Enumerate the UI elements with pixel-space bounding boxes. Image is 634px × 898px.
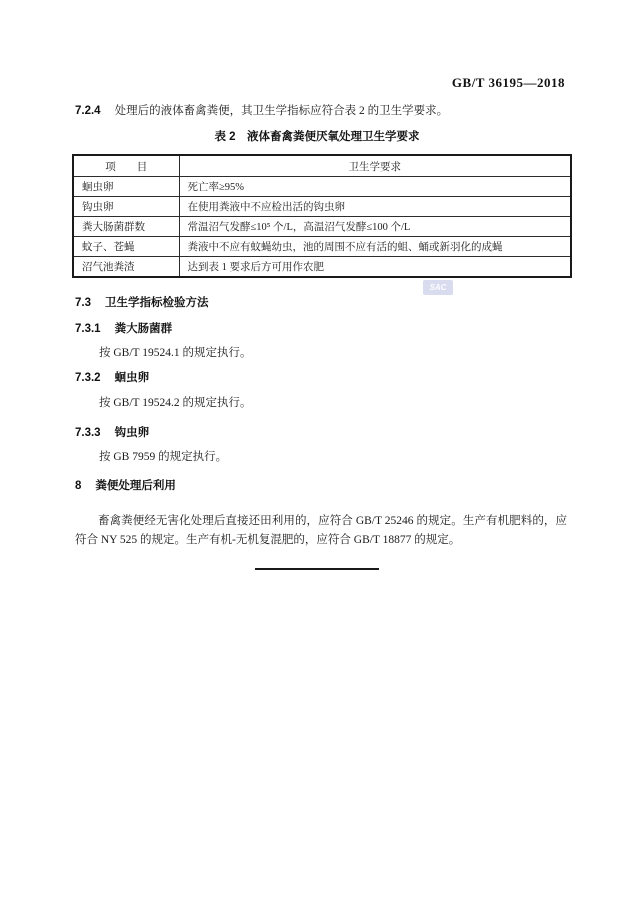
heading-8-number: 8 — [75, 480, 82, 492]
table-cell-requirement: 粪液中不应有蚊蝇幼虫，池的周围不应有活的蛆、蛹或新羽化的成蝇 — [179, 237, 571, 257]
table-cell-requirement: 达到表 1 要求后方可用作农肥 — [179, 257, 571, 278]
table-2-col-item: 项 目 — [73, 155, 179, 177]
heading-7-3-title: 卫生学指标检验方法 — [105, 297, 209, 309]
standard-code-header: GB/T 36195—2018 — [451, 75, 565, 90]
table-cell-requirement: 在使用粪液中不应检出活的钩虫卵 — [179, 197, 571, 217]
clause-7-2-4-text: 处理后的液体畜禽粪便，其卫生学指标应符合表 2 的卫生学要求。 — [114, 105, 449, 117]
end-of-document-rule — [255, 568, 379, 570]
heading-7-3-2-number: 7.3.2 — [75, 372, 101, 384]
table-row — [73, 217, 571, 237]
table-2 — [72, 154, 572, 278]
table-cell-requirement: 常温沼气发酵≤10⁵ 个/L，高温沼气发酵≤100 个/L — [179, 217, 571, 237]
table-cell-item: 沼气池粪渣 — [73, 257, 179, 278]
clause-7-2-4 — [75, 104, 567, 119]
table-cell-item: 蛔虫卵 — [73, 177, 179, 197]
heading-7-3-number: 7.3 — [75, 297, 91, 309]
heading-8 — [75, 479, 567, 494]
table-2-caption: 表 2 液体畜禽粪便厌氧处理卫生学要求 — [214, 131, 420, 143]
sac-watermark-badge: SAC — [423, 280, 453, 295]
clause-7-3-1-body: 按 GB/T 19524.1 的规定执行。 — [99, 347, 252, 359]
heading-7-3-3 — [75, 426, 567, 441]
table-cell-item: 粪大肠菌群数 — [73, 217, 179, 237]
heading-7-3 — [75, 296, 567, 311]
clause-8-body: 畜禽粪便经无害化处理后直接还田利用的，应符合 GB/T 25246 的规定。生产有机肥料的，应符合 NY 525 的规定。生产有机-无机复混肥的，应符合 GB/T 18877 的规定。 — [75, 515, 567, 546]
table-row — [73, 177, 571, 197]
heading-7-3-3-number: 7.3.3 — [75, 427, 101, 439]
heading-8-title: 粪便处理后利用 — [95, 480, 176, 492]
table-cell-item: 蚊子、苍蝇 — [73, 237, 179, 257]
table-row — [73, 197, 571, 217]
table-2-header-row — [73, 155, 571, 177]
heading-7-3-2 — [75, 371, 567, 386]
table-row — [73, 237, 571, 257]
heading-7-3-1-title: 粪大肠菌群 — [114, 323, 173, 335]
table-row — [73, 257, 571, 278]
clause-7-3-2-body: 按 GB/T 19524.2 的规定执行。 — [99, 397, 252, 409]
heading-7-3-1-number: 7.3.1 — [75, 323, 101, 335]
clause-7-3-3-body: 按 GB 7959 的规定执行。 — [99, 451, 228, 463]
table-2-col-requirement: 卫生学要求 — [179, 155, 571, 177]
heading-7-3-1 — [75, 322, 567, 337]
table-cell-item: 钩虫卵 — [73, 197, 179, 217]
heading-7-3-2-title: 蛔虫卵 — [114, 372, 150, 384]
clause-7-2-4-number: 7.2.4 — [75, 105, 101, 117]
table-cell-requirement: 死亡率≥95% — [179, 177, 571, 197]
heading-7-3-3-title: 钩虫卵 — [114, 427, 150, 439]
